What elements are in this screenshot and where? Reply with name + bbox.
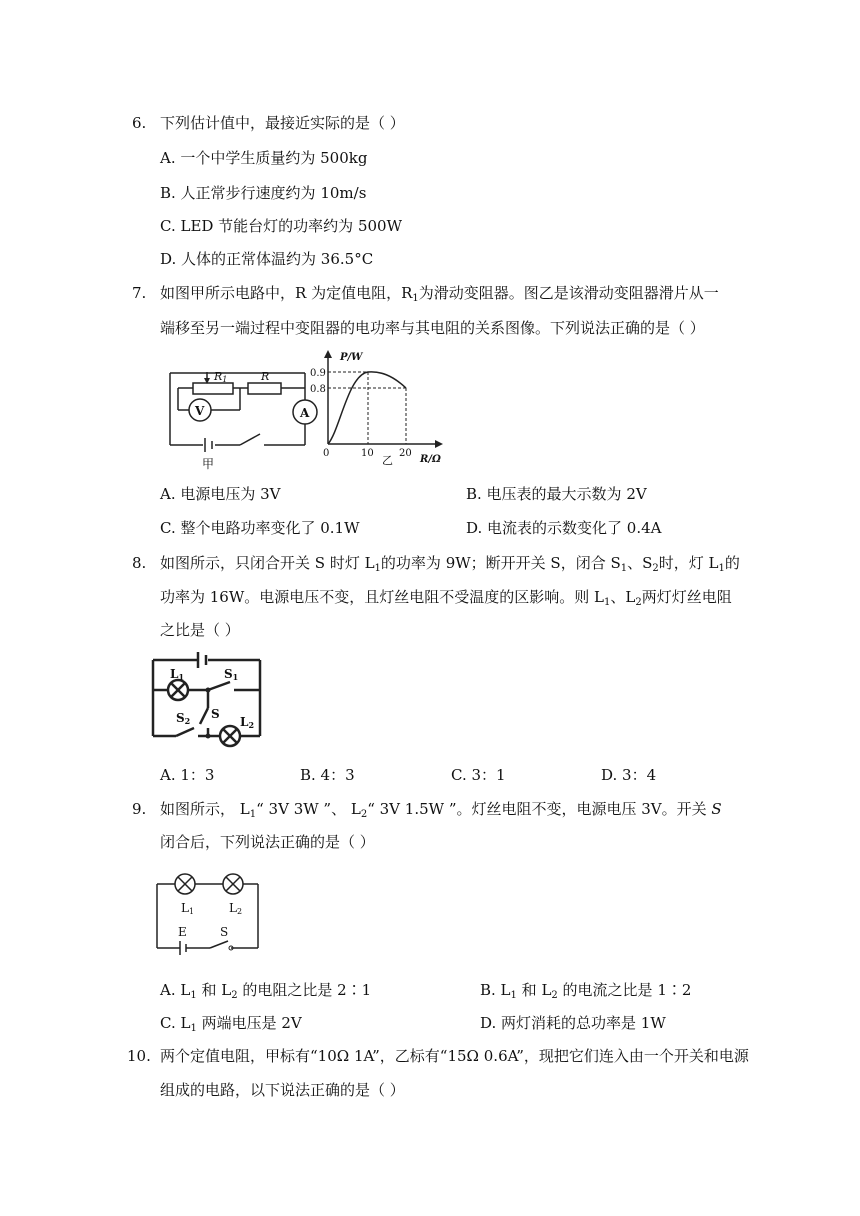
q7-option-a: A. 电源电压为 3V: [160, 485, 281, 503]
q9-option-d: D. 两灯消耗的总功率是 1W: [480, 1014, 666, 1032]
q9-option-a: A. $L_1$ 和 $L_2$ 的电阻之比是 2∶1: [160, 981, 372, 1001]
q7-option-d: D. 电流表的示数变化了 0.4A: [466, 519, 662, 537]
q9-option-c: C. $L_1$ 两端电压是 2V: [160, 1014, 302, 1034]
q8-l1-label: L1: [170, 667, 185, 682]
q7-option-c: C. 整个电路功率变化了 0.1W: [160, 519, 360, 537]
q8-number: 8.: [132, 554, 147, 572]
q7-option-b: B. 电压表的最大示数为 2V: [466, 485, 647, 503]
q9-l2-label: L2: [229, 901, 243, 916]
q8-s-label: S: [211, 707, 220, 721]
q8-option-c: C. 3：1: [451, 766, 506, 784]
q8-stem-line2: 功率为 16W。电源电压不变，且灯丝电阻不受温度的区影响。则 $L_1$、$L_2$两灯灯丝电阻: [160, 588, 732, 608]
q8-option-a: A. 1：3: [160, 766, 215, 784]
q7-power-resistance-graph: [310, 350, 450, 470]
q7-stem-line2: 端移至另一端过程中变阻器的电功率与其电阻的关系图像。下列说法正确的是（ ）: [160, 319, 705, 337]
q7-stem-line1: 如图甲所示电路中，R 为定值电阻，$R_1$为滑动变阻器。图乙是该滑动变阻器滑片从一: [160, 284, 719, 304]
q8-l2-label: L2: [240, 715, 255, 730]
q6-option-a: A. 一个中学生质量约为 500kg: [160, 149, 368, 167]
q6-stem: 下列估计值中，最接近实际的是（ ）: [160, 114, 405, 132]
q6-option-b: B. 人正常步行速度约为 10m/s: [160, 184, 367, 202]
ammeter-label: A: [300, 406, 310, 420]
q10-number: 10.: [127, 1047, 151, 1065]
q10-stem-line2: 组成的电路，以下说法正确的是（ ）: [160, 1081, 405, 1099]
graph-x-tick: 10: [361, 448, 374, 459]
graph-origin-label: 0: [323, 448, 330, 459]
q8-s1-label: S1: [224, 667, 239, 682]
q8-s2-label: S2: [176, 711, 191, 726]
q9-number: 9.: [132, 800, 147, 818]
q10-stem-line1: 两个定值电阻，甲标有“10Ω 1A”，乙标有“15Ω 0.6A”，现把它们连入由一个开关和电源: [160, 1047, 749, 1065]
q7-number: 7.: [132, 284, 147, 302]
q6-number: 6.: [132, 114, 147, 132]
graph-y-tick: 0.8: [310, 384, 326, 395]
q7-circuit-figure: [160, 358, 320, 473]
q8-stem-line1: 如图所示，只闭合开关 S 时灯 $L_1$的功率为 9W；断开开关 S，闭合 $S_1$、$S_2$时，灯 $L_1$的: [160, 554, 740, 574]
graph-x-axis-label: R/Ω: [420, 454, 441, 465]
circuit-caption: 甲: [202, 457, 215, 471]
q9-option-b: B. $L_1$ 和 $L_2$ 的电流之比是 1∶2: [480, 981, 692, 1001]
circuit-r1-label: R1: [214, 370, 228, 384]
q8-option-d: D. 3：4: [601, 766, 657, 784]
q8-option-b: B. 4：3: [300, 766, 355, 784]
graph-y-tick: 0.9: [310, 368, 326, 379]
voltmeter-label: V: [195, 404, 205, 418]
q9-l1-label: L1: [181, 901, 195, 916]
q9-battery-label: E: [178, 925, 187, 939]
circuit-r-label: R: [261, 370, 270, 383]
q6-option-d: D. 人体的正常体温约为 36.5°C: [160, 250, 374, 268]
graph-y-axis-label: P/W: [340, 352, 363, 363]
q9-stem-line2: 闭合后，下列说法正确的是（ ）: [160, 833, 375, 851]
q8-circuit-figure: [148, 648, 273, 748]
q8-stem-line3: 之比是（ ）: [160, 621, 240, 639]
graph-caption: 乙: [382, 454, 393, 467]
q6-option-c: C. LED 节能台灯的功率约为 500W: [160, 217, 403, 235]
q9-stem-line1: 如图所示， $L_1“$ 3V 3W ”、 $L_2“$ 3V 1.5W ”。灯丝电阻不变，电源电压 3V。开关 S: [160, 800, 722, 820]
q9-switch-label: S: [220, 925, 229, 939]
graph-x-tick: 20: [399, 448, 412, 459]
q9-circuit-figure: [150, 870, 270, 955]
